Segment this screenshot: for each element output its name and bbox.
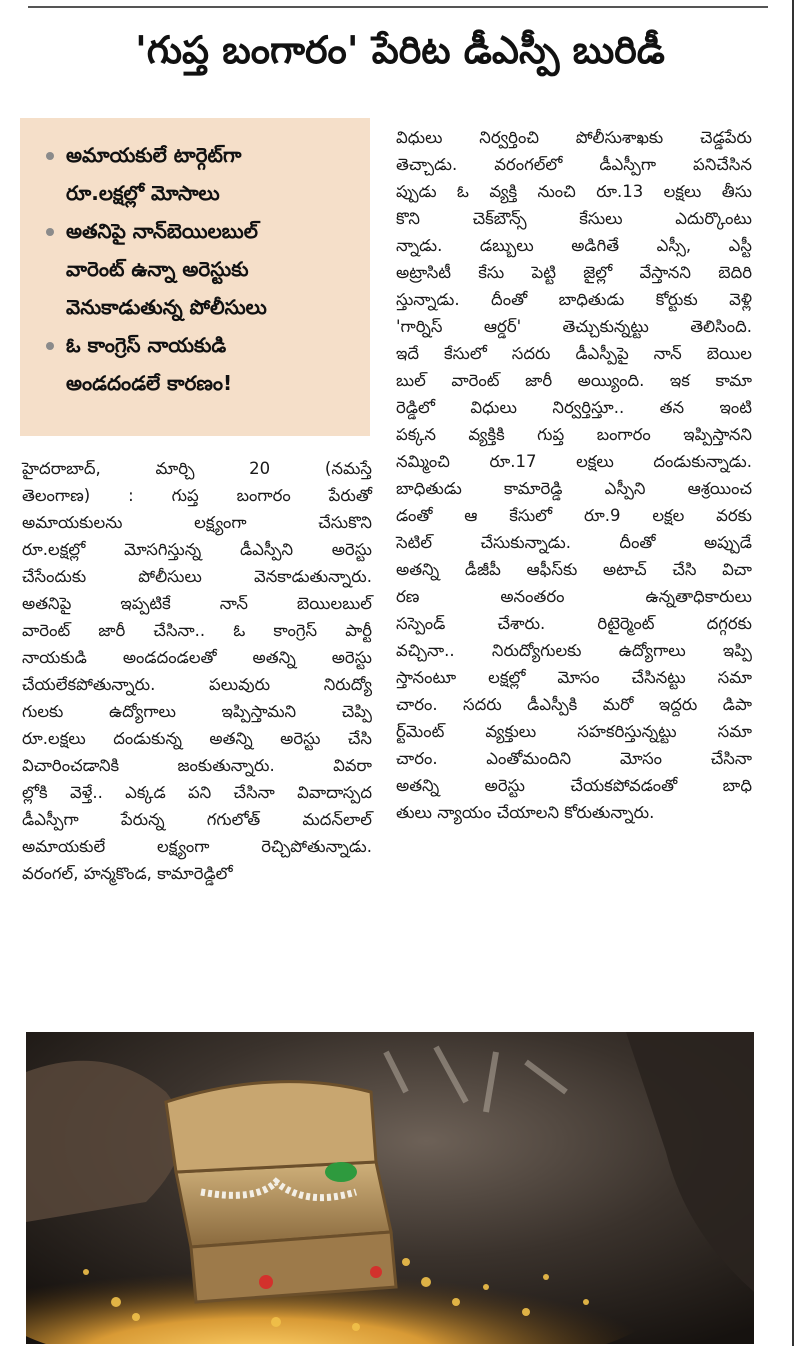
highlight-line <box>46 288 360 326</box>
article-line: బుల్ వారెంట్ జారీ అయ్యింది. ఇక కామా <box>396 371 752 390</box>
article-line: అమాయకులే లక్ష్యంగా రెచ్చిపోతున్నాడు. <box>22 837 372 856</box>
highlight-line <box>46 174 360 212</box>
article-line: బాధితుడు కామారెడ్డి ఎస్పీని ఆశ్రయించ <box>396 479 752 498</box>
article-line: ల్లోకి వెళ్తే.. ఎక్కడ పని చేసినా వివాదాస్పద <box>22 783 372 802</box>
article-line: అతనిపై ఇప్పటికే నాన్ బెయిలబుల్ <box>22 594 372 613</box>
highlight-text: వెనుకాడుతున్న పోలీసులు <box>66 295 267 319</box>
article-line: సెటిల్ చేసుకున్నాడు. దీంతో అప్పుడే <box>396 533 752 552</box>
top-rule <box>28 6 768 8</box>
article-line: హైదరాబాద్, మార్చి 20 (నమస్తే <box>22 459 372 478</box>
article-line: చేయలేకపోతున్నారు. పలువురు నిరుద్యో <box>22 675 372 694</box>
article-line: స్తున్నాడు. దీంతో బాధితుడు కోర్టుకు వెళ్లి <box>396 290 752 309</box>
page-edge-rule <box>792 0 794 1346</box>
chest <box>166 1082 396 1302</box>
article-line: అతన్ని డీజీపీ ఆఫీస్‌కు అటాచ్ చేసి విచా <box>396 560 752 579</box>
article-line: రూ.లక్షలు దండుకున్న అతన్ని అరెస్టు చేసి <box>22 729 372 748</box>
highlight-text: వారెంట్ ఉన్నా అరెస్టుకు <box>66 257 249 281</box>
highlight-text: అమాయకులే టార్గెట్‌గా <box>66 143 242 167</box>
highlight-text: రూ.లక్షల్లో మోసాలు <box>66 181 220 205</box>
article-line: వచ్చినా.. నిరుద్యోగులకు ఉద్యోగాలు ఇప్పి <box>396 641 752 660</box>
highlight-line <box>46 250 360 288</box>
article-line: ర్ట్‌మెంట్ వ్యక్తులు సహకరిస్తున్నట్టు సమా <box>396 722 752 741</box>
article-line: చారం. ఎంతోమందిని మోసం చేసినా <box>396 749 752 768</box>
article-line: విధులు నిర్వర్తించి పోలీసుశాఖకు చెడ్డపేరు <box>396 128 752 147</box>
article-line: ప్పుడు ఓ వ్యక్తి నుంచి రూ.13 లక్షలు తీసు <box>396 182 752 201</box>
article-line: డంతో ఆ కేసులో రూ.9 లక్షల వరకు <box>396 506 752 525</box>
bullet-icon <box>46 342 54 350</box>
treasure-chest-illustration <box>26 1032 754 1344</box>
highlights-list <box>20 118 370 402</box>
article-line: సస్పెండ్ చేశారు. రిటైర్మెంట్ దగ్గరకు <box>396 614 752 633</box>
article-line: వారెంట్ జారీ చేసినా.. ఓ కాంగ్రెస్ పార్టీ <box>22 621 372 640</box>
article-line: వరంగల్, హన్మకొండ, కామారెడ్డిలో <box>22 864 233 883</box>
article-column-right <box>396 124 752 826</box>
highlight-text: అతనిపై నాన్‌బెయిలబుల్ <box>66 219 258 243</box>
highlight-text: ఓ కాంగ్రెస్ నాయకుడి <box>66 333 227 357</box>
article-line: కొని చెక్‌బౌన్స్ కేసులు ఎదుర్కొంటు <box>396 209 752 228</box>
highlight-line <box>46 326 360 364</box>
highlight-line <box>46 212 360 250</box>
article-line: స్తానంటూ లక్షల్లో మోసం చేసినట్టు సమా <box>396 668 752 687</box>
article-line: విచారించడానికి జంకుతున్నారు. వివరా <box>22 756 372 775</box>
bullet-icon <box>46 228 54 236</box>
article-line: అమాయకులను లక్ష్యంగా చేసుకొని <box>22 513 372 532</box>
article-line: రెడ్డిలో విధులు నిర్వర్తిస్తూ.. తన ఇంటి <box>396 398 752 417</box>
article-line: చారం. సదరు డీఎస్పీకి మరో ఇద్దరు డిపా <box>396 695 752 714</box>
article-line: తులు న్యాయం చేయాలని కోరుతున్నారు. <box>396 803 655 822</box>
article-line: రూ.లక్షల్లో మోసగిస్తున్న డీఎస్పీని అరెస్టు <box>22 540 372 559</box>
article-line: గులకు ఉద్యోగాలు ఇప్పిస్తామని చెప్పి <box>22 702 372 721</box>
article-line: పక్కన వ్యక్తికి గుప్త బంగారం ఇప్పిస్తానని <box>396 425 752 444</box>
article-line: నాయకుడి అండదండలతో అతన్ని అరెస్టు <box>22 648 372 667</box>
bullet-icon <box>46 152 54 160</box>
highlight-text: అండదండలే కారణం! <box>66 371 233 395</box>
article-line: చేసేందుకు పోలీసులు వెనకాడుతున్నారు. <box>22 567 372 586</box>
treasure-chest-photo <box>26 1032 754 1344</box>
highlight-line <box>46 136 360 174</box>
article-line: తెలంగాణ) : గుప్త బంగారం పేరుతో <box>22 486 372 505</box>
article-line: నమ్మించి రూ.17 లక్షలు దండుకున్నాడు. <box>396 452 752 471</box>
article-line: డీఎస్పీగా పేరున్న గగులోత్ మదన్‌లాల్ <box>22 810 372 829</box>
article-line: ఇదే కేసులో సదరు డీఎస్పీపై నాన్ బెయిల <box>396 344 752 363</box>
article-line: అతన్ని అరెస్టు చేయకపోవడంతో బాధి <box>396 776 752 795</box>
article-line: అట్రాసిటీ కేసు పెట్టి జైల్లో వేస్తానని బెదిరి <box>396 263 752 282</box>
article-line: న్నాడు. డబ్బులు అడిగితే ఎస్సీ, ఎస్టీ <box>396 236 752 255</box>
article-line: రణ అనంతరం ఉన్నతాధికారులు <box>396 587 752 606</box>
article-column-left <box>22 455 372 887</box>
headline: 'గుప్త బంగారం' పేరిట డీఎస్పీ బురిడీ <box>135 28 665 72</box>
article-line: తెచ్చాడు. వరంగల్‌లో డీఎస్పీగా పనిచేసిన <box>396 155 752 174</box>
highlights-box <box>20 118 370 436</box>
article-line: 'గార్నిస్ ఆర్డర్' తెచ్చుకున్నట్టు తెలిసింది. <box>396 317 752 336</box>
highlight-line <box>46 364 360 402</box>
